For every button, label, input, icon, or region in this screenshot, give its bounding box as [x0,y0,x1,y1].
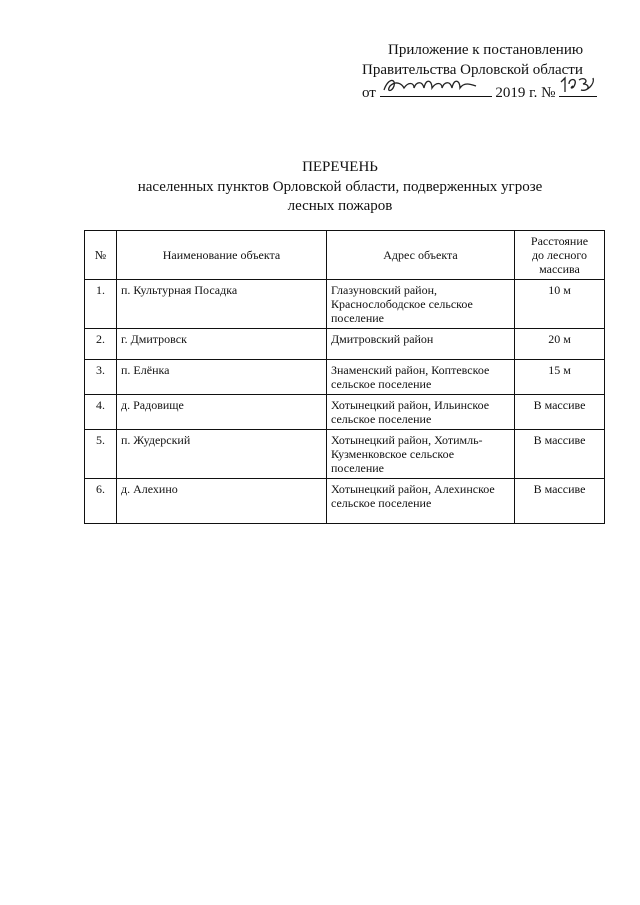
table-row [85,479,605,524]
date-prefix: от [362,85,376,101]
row-distance: 10 м [515,280,605,329]
row-name: п. Культурная Посадка [117,280,327,329]
title-main: ПЕРЕЧЕНЬ [302,159,378,175]
handwritten-date [380,80,492,97]
row-num: 5. [85,430,117,479]
handwritten-number-scribble [559,74,597,96]
table-header-row [85,231,605,280]
header-distance-line-2: до лесного [531,248,588,262]
header-distance-line-1: Расстояние [530,234,589,248]
number-sign: № [541,85,556,101]
row-name: п. Елёнка [117,360,327,395]
title-sub-1: населенных пунктов Орловской области, подверженных угрозе [137,179,543,195]
row-distance: 15 м [515,360,605,395]
row-name: п. Жудерский [117,430,327,479]
row-distance: В массиве [515,395,605,430]
table-row [85,280,605,329]
row-address: Хотынецкий район, Ильинское сельское поселение [327,395,515,430]
row-num: 2. [85,329,117,360]
table-row [85,329,605,360]
date-year: 2019 г. [495,85,538,101]
row-distance: В массиве [515,430,605,479]
header-address: Адрес объекта [327,231,515,280]
row-address: Глазуновский район, Краснослободское сельское поселение [327,280,515,329]
handwritten-date-scribble [380,74,492,96]
appendix-line-1: Приложение к постановлению [388,42,584,58]
row-name: г. Дмитровск [117,329,327,360]
row-num: 3. [85,360,117,395]
title-sub-2: лесных пожаров [287,198,393,214]
row-address: Хотынецкий район, Алехинское сельское поселение [327,479,515,524]
appendix-header [362,40,612,103]
header-distance-line-3: массива [539,262,580,276]
document-title [80,158,600,216]
row-num: 6. [85,479,117,524]
row-name: д. Алехино [117,479,327,524]
row-num: 4. [85,395,117,430]
header-num: № [85,231,117,280]
header-name: Наименование объекта [117,231,327,280]
row-address: Хотынецкий район, Хотимль-Кузменковское сельское поселение [327,430,515,479]
row-distance: 20 м [515,329,605,360]
table-row [85,430,605,479]
handwritten-number [559,80,597,97]
row-address: Дмитровский район [327,329,515,360]
row-distance: В массиве [515,479,605,524]
settlements-table [84,230,605,524]
row-num: 1. [85,280,117,329]
row-address: Знаменский район, Коптевское сельское поселение [327,360,515,395]
row-name: д. Радовище [117,395,327,430]
appendix-line-2: Правительства Орловской области [362,62,583,78]
header-distance [515,231,605,280]
table-row [85,360,605,395]
table-row [85,395,605,430]
appendix-date-line [362,80,612,103]
